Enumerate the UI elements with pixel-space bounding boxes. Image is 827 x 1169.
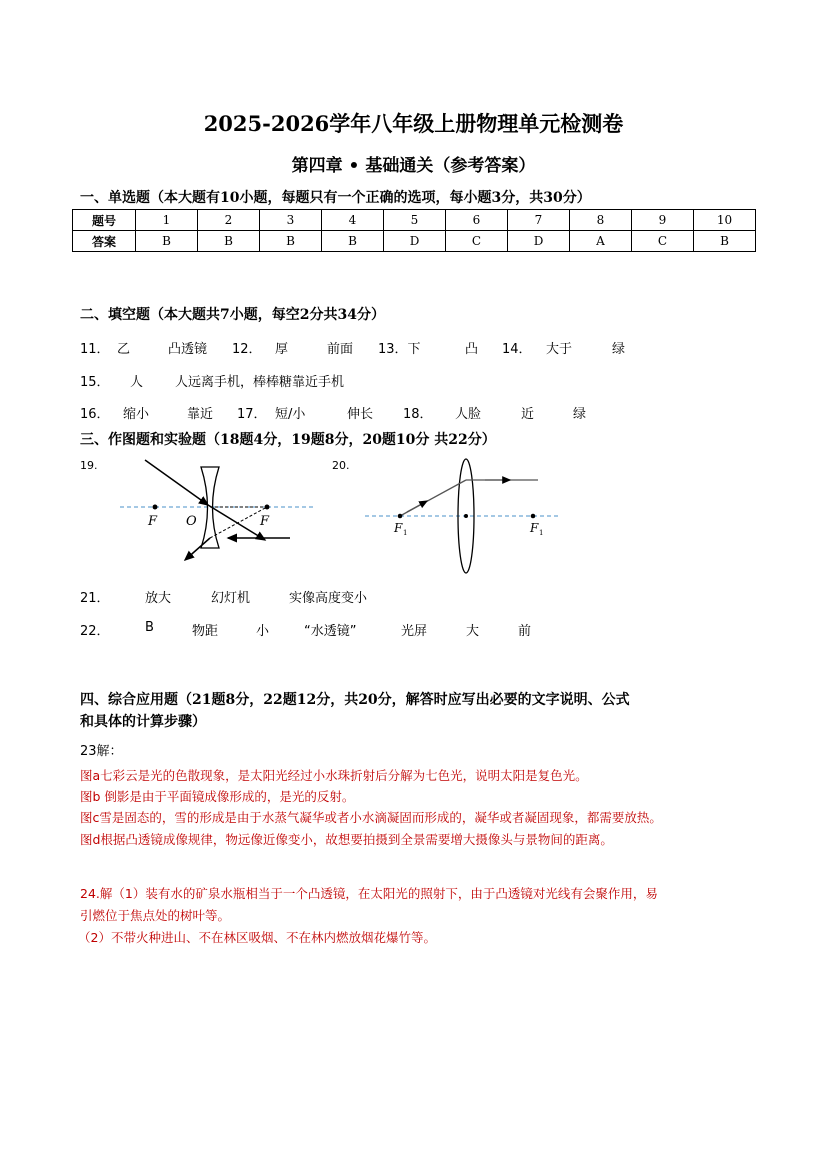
table-header-q: 题号 [73,210,136,231]
answer-text: 乙 [117,342,131,357]
q24-answer-line: （2）不带火种进山、不在林区吸烟、不在林内燃放烟花爆竹等。 [78,930,436,945]
answer-text: 16． [80,407,110,422]
answer-text: 绿 [573,407,587,422]
answer-text: 物距 [192,624,219,639]
table-cell: 5 [384,210,446,231]
table-row-answers [73,231,756,252]
answer-text: 人脸 [455,407,482,422]
q23-answer-line: 图d根据凸透镜成像规律，物远像近像变小，故想要拍摄到全景需要增大摄像头与景物间的距离。 [80,832,613,847]
label-f-left: F [148,514,158,529]
answer-text: 凸透镜 [168,342,208,357]
table-cell: 4 [322,210,384,231]
table-cell: B [322,231,384,252]
table-cell: 8 [570,210,632,231]
answer-text: 伸长 [347,407,374,422]
label-f1-right-sub: 1 [539,529,544,537]
answer-text: 前面 [327,342,354,357]
section4-heading-line2: 和具体的计算步骤） [80,714,206,730]
q23-answer-line: 图c雪是固态的，雪的形成是由于水蒸气凝华或者小水滴凝固而形成的，凝华或者凝固现象，都需要放热。 [80,810,662,825]
label-f-right: F [260,514,270,529]
answer-text: 17． [237,407,267,422]
answer-text: 22． [80,624,110,639]
fill-line-1 [0,338,827,358]
page-subtitle: 第四章 • 基础通关（参考答案） [291,156,536,176]
answer-text: 凸 [465,342,479,357]
answer-text: 实像高度变小 [289,591,368,606]
answer-text: 人远离手机，棒棒糖靠近手机 [175,375,345,390]
table-row-numbers [73,210,756,231]
incident-arrow [407,501,427,512]
focus-point-right [265,505,270,510]
table-cell: 9 [632,210,694,231]
table-cell: 3 [260,210,322,231]
table-header-a: 答案 [73,231,136,252]
fill-line-2 [0,371,827,391]
answer-text: 大于 [546,342,573,357]
answer-text: B [145,620,154,635]
table-cell: 7 [508,210,570,231]
answer-text: 人 [130,375,144,390]
answer-text: 小 [256,624,270,639]
section3-heading: 三、作图题和实验题（18题4分，19题8分，20题10分 共22分） [80,432,496,448]
answer-text: 大 [466,624,480,639]
figure20-diagram [355,455,565,580]
table-cell: B [136,231,198,252]
answer-text: 14． [502,342,532,357]
incident-ray-1 [145,460,208,505]
answer-text: 前 [518,624,532,639]
answer-text: 放大 [145,591,172,606]
answer-text: 短/小 [275,407,306,422]
answer-text: “水透镜” [304,624,357,639]
answer-text: 11． [80,342,110,357]
fill-line-3 [0,403,827,423]
table-cell: 2 [198,210,260,231]
table-cell: 10 [694,210,756,231]
table-cell: B [198,231,260,252]
q23-label: 23解： [80,744,123,759]
answer-text: 12． [232,342,262,357]
section1-heading: 一、单选题（本大题有10小题，每题只有一个正确的选项，每小题3分，共30分） [80,190,591,206]
figure19-number: 19. [80,459,98,472]
table-cell: A [570,231,632,252]
q23-answer-line: 图b 倒影是由于平面镜成像形成的，是光的反射。 [80,789,355,804]
table-cell: B [694,231,756,252]
label-f1-left-sub: 1 [403,529,408,537]
figure19-diagram [100,455,320,570]
answer-text: 光屏 [401,624,428,639]
answer-text: 厚 [275,342,289,357]
answer-text: 13．下 [378,342,421,357]
table-cell: C [446,231,508,252]
table-cell: D [384,231,446,252]
answer-text: 幻灯机 [211,591,251,606]
table-cell: 6 [446,210,508,231]
focus-point-right [531,514,536,519]
answer-text: 21． [80,591,110,606]
table-cell: D [508,231,570,252]
answer-text: 18． [403,407,433,422]
section4-heading-line1: 四、综合应用题（21题8分，22题12分，共20分，解答时应写出必要的文字说明、公式 [80,692,630,708]
answer-table [72,209,756,252]
line-21 [0,587,827,607]
page-title: 2025-2026学年八年级上册物理单元检测卷 [203,111,624,136]
answer-text: 近 [521,407,535,422]
q24-answer-line: 24.解（1）装有水的矿泉水瓶相当于一个凸透镜，在太阳光的照射下，由于凸透镜对光线有会聚作用，易 [80,886,658,901]
answer-text: 缩小 [123,407,150,422]
label-o: O [186,514,197,529]
table-cell: C [632,231,694,252]
q24-answer-line: 引燃位于焦点处的树叶等。 [80,908,231,923]
answer-text: 靠近 [187,407,214,422]
label-f1-left: F [394,521,403,535]
answer-text: 绿 [612,342,626,357]
focus-point-left [398,514,403,519]
label-f1-right: F [530,521,539,535]
lens-center [464,514,468,518]
focus-point-left [153,505,158,510]
section2-heading: 二、填空题（本大题共7小题，每空2分共34分） [80,307,385,323]
refracted-ray-2 [185,538,210,560]
figure20-number: 20. [332,459,350,472]
table-cell: B [260,231,322,252]
q23-answer-line: 图a七彩云是光的色散现象，是太阳光经过小水珠折射后分解为七色光，说明太阳是复色光。 [80,768,588,783]
table-cell: 1 [136,210,198,231]
line-22 [0,620,827,640]
answer-text: 15． [80,375,110,390]
